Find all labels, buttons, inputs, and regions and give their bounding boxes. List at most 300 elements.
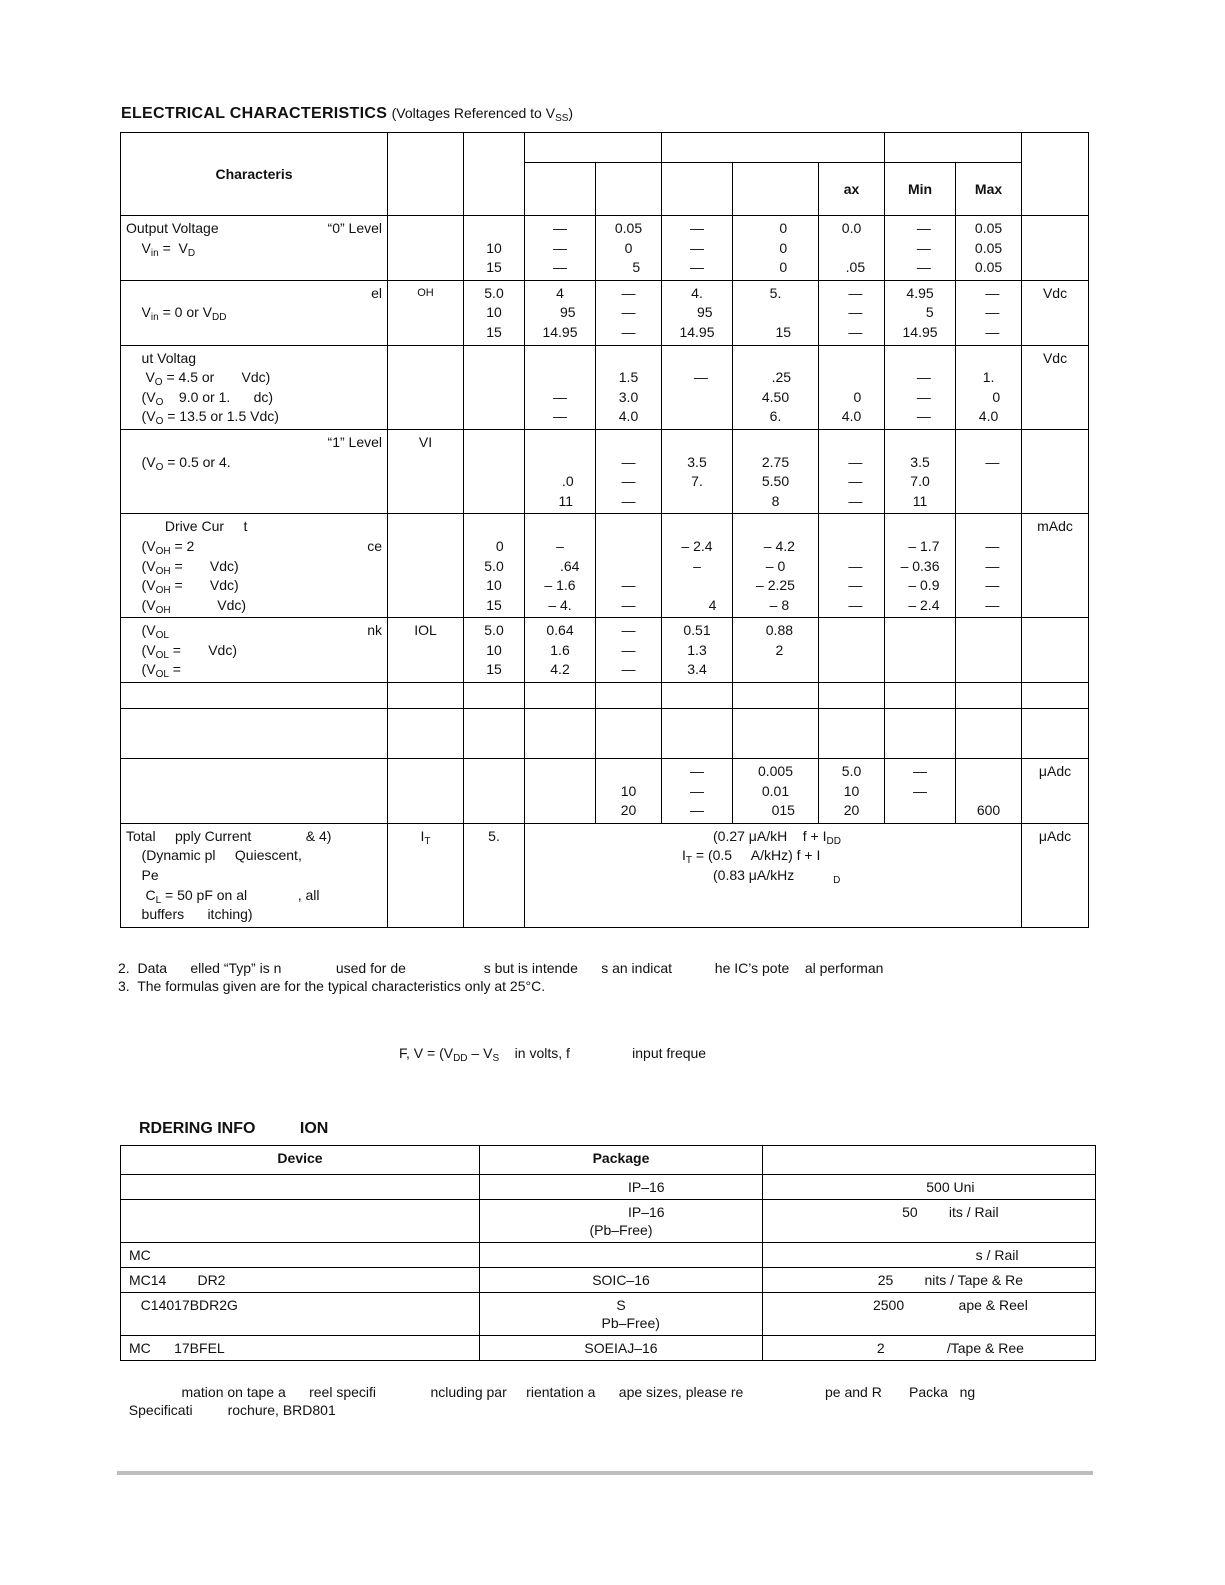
ec-vdd-line: [469, 368, 519, 388]
ec-value-c1-line: [530, 517, 590, 537]
ec-value-c4-line: [738, 517, 813, 537]
ec-blank-cell: [819, 683, 885, 709]
ec-row: [121, 280, 1089, 345]
ec-value-c3-line: [667, 517, 727, 537]
ec-value-c7-line: [961, 349, 1016, 369]
ec-value-c7-line: —: [977, 284, 1000, 301]
ec-leakage-c7-line: 600: [976, 802, 1001, 819]
ec-unit: [1022, 618, 1089, 683]
ec-characteristic-level: ce: [367, 537, 382, 554]
ec-vdd-line: 15: [486, 596, 502, 613]
ec-characteristic-text: ($V_O = 13.5$ or 1.5 Vdc): [126, 408, 279, 428]
ec-vdd-line: [469, 388, 519, 408]
ec-value-c1-line: 4: [556, 284, 564, 301]
ec-total-characteristic-line: (Dynamic pl Quiescent,: [126, 847, 302, 864]
ec-value-c4: [733, 618, 819, 683]
ec-leakage-c7: [956, 759, 1022, 824]
ec-row: [121, 216, 1089, 281]
ec-blank-cell: [1022, 709, 1089, 759]
section-title-bold: ELECTRICAL CHARACTERISTICS: [121, 105, 388, 122]
ec-value-c5-line: 0.0: [841, 220, 862, 236]
ec-value-c6-line: – 0.9: [900, 577, 940, 594]
ec-value-c4-line: – 2.25: [756, 577, 795, 594]
ec-value-c5-line: [824, 517, 879, 537]
ec-unit: [1022, 345, 1089, 429]
ordering-package-line: IP–16: [577, 1179, 665, 1195]
ec-value-c6-line: 5: [906, 304, 934, 321]
ec-leakage-c4: [733, 759, 819, 824]
ec-characteristic-line: [126, 576, 382, 596]
ec-header-unit: [1022, 133, 1089, 216]
ordering-info-table: [120, 1145, 1096, 1361]
ec-value-c7-line: —: [977, 453, 1000, 470]
ec-value-c3-line: 1.3: [687, 641, 707, 658]
ec-value-c5: [819, 618, 885, 683]
ordering-device: [121, 1293, 480, 1336]
ec-leakage-c6-line: —: [913, 763, 928, 780]
ordering-device: [121, 1175, 480, 1200]
ec-value-c5-line: —: [840, 557, 863, 574]
ec-value-c5-line: [824, 537, 879, 557]
ec-total-characteristic-line: Total pply Current & 4): [126, 827, 332, 844]
ordering-footnote-line-1: mation on tape a reel specifi ncluding par rientation a ape sizes, please re pe and R Packa ng: [127, 1384, 976, 1400]
ec-value-c3-line: 14.95: [679, 323, 715, 340]
ec-vdd-line: [469, 453, 519, 473]
ec-value-c2-line: —: [621, 622, 636, 639]
ec-blank-cell: [596, 683, 662, 709]
ec-value-c7-line: 0.05: [974, 259, 1003, 276]
ec-value-c5: [819, 345, 885, 429]
ec-value-c3: [662, 618, 733, 683]
ec-value-c6-line: —: [909, 220, 931, 236]
ec-characteristic: [121, 514, 388, 618]
ec-value-c6-line: [890, 349, 950, 369]
ordering-device-line: C14017BDR2G: [129, 1297, 238, 1313]
ec-formula-line-1: (0.27 μA/kH $f + I_{DD}$: [713, 827, 841, 847]
ec-characteristic-line: [126, 453, 382, 473]
ordering-device-line: MC: [129, 1247, 151, 1263]
ec-value-c3: [662, 429, 733, 513]
ec-value-c4-line: .25: [759, 369, 792, 386]
ec-value-c6-line: – 0.36: [900, 557, 940, 574]
ec-vdd: [464, 280, 525, 345]
ec-characteristic-level: “0” Level: [327, 220, 382, 236]
ec-leakage-empty: [464, 759, 525, 824]
ec-value-c4-line: 0: [763, 239, 788, 256]
ec-vdd: [464, 345, 525, 429]
ec-symbol: OH: [388, 280, 464, 345]
ec-value-c1: [525, 514, 596, 618]
ec-characteristic-text: ($V_{OH}$ = Vdc): [126, 577, 239, 597]
ec-characteristic-text: ut Voltag: [126, 349, 197, 366]
ec-value-c3-line: [667, 433, 727, 453]
ec-value-c2-line: —: [621, 473, 636, 490]
ec-value-c4-line: 2: [767, 641, 784, 658]
ec-blank-cell: [956, 709, 1022, 759]
ec-value-c6-line: [890, 517, 950, 537]
ordering-row: [121, 1336, 1096, 1361]
ec-leakage-c4-line: 0.005: [757, 763, 794, 780]
ec-value-c5-line: .05: [837, 259, 866, 276]
ec-value-c1-line: [530, 349, 590, 369]
ordering-package: [480, 1200, 763, 1243]
ec-value-c6: [885, 280, 956, 345]
ec-total-characteristic-line: Pe: [126, 867, 159, 884]
ec-leakage-c2-line: [601, 762, 656, 782]
ec-value-c7-line: [961, 621, 1016, 641]
ec-vdd-line: 5.0: [484, 557, 504, 574]
ec-blank-cell: [596, 709, 662, 759]
note-formula: F, $V = (V_{DD} - V_S$ in volts, f input freque: [399, 1045, 707, 1064]
ec-characteristic-text: $V_O = 4.5$ or Vdc): [126, 369, 271, 389]
ec-value-c4-line: 15: [759, 323, 792, 340]
ec-value-c2-line: —: [621, 661, 636, 678]
ec-vdd-line: [469, 219, 519, 239]
ec-value-c1-line: —: [553, 259, 567, 276]
ec-blank-cell: [464, 683, 525, 709]
ordering-shipping-line: 2 /Tape & Ree: [834, 1340, 1024, 1356]
ec-blank-cell: [525, 709, 596, 759]
ec-characteristic-line: [126, 239, 382, 259]
ec-blank-row: [121, 683, 1089, 709]
ec-value-c1-line: – 4.: [548, 596, 572, 613]
ec-vdd-line: [469, 433, 519, 453]
ec-leakage-c5-line: 5.0: [841, 763, 862, 780]
ec-value-c7-line: —: [977, 557, 1000, 574]
ec-value-c5: [819, 216, 885, 281]
section-title-paren: (Voltages Referenced to $V_{SS}$): [391, 105, 574, 124]
ec-value-c7-line: [961, 472, 1016, 492]
ordering-shipping: [763, 1200, 1096, 1243]
ec-vdd: [464, 429, 525, 513]
ec-unit: [1022, 280, 1089, 345]
ec-header-sub-4: [733, 163, 819, 216]
footer-rule: [117, 1471, 1093, 1475]
ordering-row: [121, 1243, 1096, 1268]
ec-value-c3-line: 4.: [691, 284, 703, 301]
ec-value-c1-line: 11: [546, 492, 574, 509]
ec-leakage-c2-line: 10: [620, 782, 637, 799]
ec-value-c1-line: —: [553, 239, 567, 256]
ec-value-c5-line: —: [840, 323, 863, 340]
ec-value-c1-line: 0.64: [546, 622, 574, 639]
ec-value-c2-line: —: [621, 641, 636, 658]
ec-value-c6-line: 11: [912, 492, 928, 509]
ec-value-c5-line: —: [840, 284, 863, 301]
ec-value-c7: [956, 429, 1022, 513]
ec-value-c3-line: —: [690, 220, 704, 236]
ec-value-c5-line: 0: [841, 388, 862, 405]
ec-leakage-c2: [596, 759, 662, 824]
ec-leakage-row: [121, 759, 1089, 824]
ec-value-c1-line: [530, 453, 590, 473]
ec-value-c6-line: [890, 641, 950, 661]
ordering-package: [480, 1268, 763, 1293]
ec-value-c7-line: 0.05: [974, 239, 1003, 256]
ec-value-c1: [525, 618, 596, 683]
ec-characteristic: [121, 345, 388, 429]
ec-characteristic-line: [126, 433, 382, 453]
ec-vdd-line: 10: [486, 304, 502, 321]
ec-vdd-line: [469, 492, 519, 512]
ec-formula-line-2: $I_T = (0.5$ A/kHz) f + I: [682, 847, 821, 867]
ec-vdd-line: 5.0: [484, 622, 504, 639]
ec-leakage-c3-line: —: [690, 782, 704, 799]
ordering-shipping-line: 500 Uni: [883, 1179, 975, 1195]
ec-value-c7: [956, 514, 1022, 618]
ec-value-c3-line: [667, 388, 727, 408]
ec-blank-cell: [819, 709, 885, 759]
ec-value-c6: [885, 618, 956, 683]
ec-vdd-line: 10: [486, 239, 502, 256]
ec-characteristic: [121, 216, 388, 281]
ec-leakage-c3-line: —: [690, 763, 704, 780]
ec-value-c2-line: —: [621, 596, 636, 613]
ec-unit-line: [1027, 219, 1083, 239]
ec-characteristic-line: [126, 368, 382, 388]
ec-value-c7-line: 0.05: [974, 220, 1003, 236]
ec-leakage-c5-line: 10: [843, 782, 860, 799]
ec-value-c7: [956, 216, 1022, 281]
ec-value-c5-line: [824, 621, 879, 641]
ec-symbol: [388, 216, 464, 281]
ec-vdd-line: 15: [486, 661, 502, 678]
ec-characteristic-level: nk: [367, 622, 382, 639]
ec-value-c5-line: —: [840, 473, 863, 490]
ec-value-c6: [885, 429, 956, 513]
ordering-header-package: Package: [480, 1146, 763, 1175]
ec-value-c2: [596, 280, 662, 345]
ec-characteristic-text: ($V_{OH}$ Vdc): [126, 596, 247, 616]
ordering-package-line: SOEIAJ–16: [584, 1340, 658, 1356]
ec-value-c4-line: 5.: [769, 284, 782, 301]
ec-value-c4: [733, 429, 819, 513]
ordering-device-line: MC14 DR2: [129, 1272, 226, 1288]
ec-value-c3-line: [667, 407, 727, 427]
ec-vdd-line: [469, 472, 519, 492]
ec-characteristic-text: ($V_{OH}$ = Vdc): [126, 557, 239, 577]
ec-value-c2-line: —: [621, 323, 636, 340]
ec-value-c6-line: —: [909, 239, 931, 256]
ec-value-c4-line: 0: [763, 259, 788, 276]
ec-value-c5-line: —: [840, 304, 863, 321]
ec-characteristic-level: “1” Level: [327, 433, 382, 450]
ec-value-c1-line: [530, 433, 590, 453]
ec-value-c2-line: 1.5: [618, 369, 639, 386]
ec-leakage-c7-line: [961, 762, 1016, 782]
ordering-package-line: Pb–Free): [582, 1315, 660, 1331]
ec-value-c1-line: [530, 368, 590, 388]
ec-value-c3-line: 7.: [691, 473, 703, 490]
ordering-row: [121, 1200, 1096, 1243]
ec-blank-cell: [388, 709, 464, 759]
ec-value-c3: [662, 216, 733, 281]
ordering-header-row: [121, 1146, 1096, 1175]
ec-value-c1-line: .0: [546, 473, 574, 490]
ordering-shipping: [763, 1336, 1096, 1361]
ec-value-c6: [885, 345, 956, 429]
ec-value-c5-line: [824, 368, 879, 388]
ec-blank-cell: [885, 709, 956, 759]
ec-value-c3-line: 4: [677, 596, 717, 613]
ec-characteristic-text: ($V_{OL}$: [126, 622, 169, 642]
ec-value-c3-line: [667, 576, 727, 596]
ec-value-c5-line: [824, 641, 879, 661]
ordering-footnote-line-2: Specificati rochure, BRD801: [121, 1402, 336, 1418]
ec-formula-line-3: (0.83 μA/kHz $_D$: [713, 867, 841, 887]
ec-characteristic-line: [126, 596, 382, 616]
ec-value-c6-line: [890, 621, 950, 641]
ec-value-c1-line: 14.95: [542, 323, 578, 340]
ec-value-c7-line: —: [977, 304, 1000, 321]
ec-value-c3-line: 95: [681, 304, 713, 321]
ec-value-c3-line: [667, 349, 727, 369]
ec-value-c2-line: 0.05: [614, 220, 643, 236]
ec-leakage-c2-line: 20: [620, 802, 637, 819]
ec-value-c1-line: – 1.6: [544, 577, 576, 594]
ec-value-c7-line: —: [977, 323, 1000, 340]
ordering-package-line: S: [616, 1297, 626, 1313]
ec-unit-line: [1027, 621, 1083, 641]
ec-value-c3-line: —: [690, 239, 704, 256]
ec-value-c5-line: —: [840, 577, 863, 594]
ec-value-c7-line: —: [977, 596, 1000, 613]
ec-value-c7: [956, 345, 1022, 429]
ec-row: [121, 514, 1089, 618]
ec-value-c7-line: [961, 517, 1016, 537]
ec-unit: [1022, 514, 1089, 618]
ec-characteristic-line: [126, 323, 382, 343]
ec-vdd-line: [469, 407, 519, 427]
ec-leakage-empty: [525, 759, 596, 824]
ec-characteristic-text: Drive Cur t: [126, 518, 248, 535]
ec-header-symbol: [388, 133, 464, 216]
ec-value-c4-line: – 0: [765, 557, 786, 574]
ec-value-c5-line: [824, 660, 879, 680]
ec-value-c1: [525, 216, 596, 281]
ec-value-c3: [662, 280, 733, 345]
ec-characteristic-line: [126, 641, 382, 661]
ec-characteristic-level: el: [371, 284, 382, 301]
ec-header-ax: ax: [819, 163, 885, 216]
ordering-header-device: Device: [121, 1146, 480, 1175]
ordering-title: RDERING INFO ION: [139, 1120, 329, 1137]
ec-value-c5-line: —: [840, 453, 863, 470]
ec-value-c7-line: [961, 641, 1016, 661]
ec-leakage-c6: [885, 759, 956, 824]
ec-value-c6-line: —: [909, 259, 931, 276]
ec-value-c4-line: 2.75: [761, 453, 790, 470]
ec-characteristic-text: ($V_O = 0.5$ or 4.: [126, 453, 231, 473]
ec-vdd-line: 10: [486, 641, 502, 658]
ordering-shipping-line: s / Rail: [839, 1247, 1019, 1263]
ec-value-c7-line: —: [977, 577, 1000, 594]
ec-value-c5-line: [824, 349, 879, 369]
ordering-device: [121, 1243, 480, 1268]
ec-value-c4-line: 0: [763, 220, 788, 236]
ec-value-c1-line: —: [553, 388, 567, 405]
ec-header-row-1: [121, 133, 1089, 163]
ec-value-c2: [596, 345, 662, 429]
ec-vdd-line: 0: [484, 537, 504, 554]
ec-total-formula: [525, 823, 1022, 927]
ordering-package: [480, 1293, 763, 1336]
ec-value-c6-line: [890, 433, 950, 453]
ec-unit-line: Vdc: [1042, 349, 1068, 366]
ec-value-c5-line: —: [840, 492, 863, 509]
ec-value-c2-line: 4.0: [618, 408, 639, 425]
ec-value-c7-line: —: [977, 537, 1000, 554]
ec-characteristic-text: $V_{in} = V_D$: [126, 239, 196, 259]
ec-value-c1-line: 95: [544, 304, 576, 321]
ec-characteristic-line: [126, 621, 382, 641]
ec-blank-cell: [121, 709, 388, 759]
ec-characteristic: [121, 618, 388, 683]
ec-blank-cell: [733, 683, 819, 709]
ec-vdd-line: [469, 517, 519, 537]
ec-vdd-line: 10: [486, 577, 502, 594]
ordering-shipping: [763, 1243, 1096, 1268]
ec-value-c4: [733, 514, 819, 618]
ec-characteristic-text: ($V_{OH} = 2$: [126, 537, 195, 557]
ec-value-c4-line: 0.88: [757, 622, 794, 639]
ec-value-c4-line: 5.50: [761, 473, 790, 490]
ec-characteristic-line: [126, 258, 382, 278]
ec-leakage-c7-line: [961, 782, 1016, 802]
ec-characteristic-line: [126, 660, 382, 680]
ec-row: [121, 429, 1089, 513]
ec-value-c2-line: [601, 557, 656, 577]
ec-blank-cell: [525, 683, 596, 709]
ec-value-c4-line: 6.: [769, 408, 782, 425]
ec-characteristic: [121, 429, 388, 513]
ec-value-c5: [819, 514, 885, 618]
ec-value-c2-line: —: [621, 577, 636, 594]
ec-characteristic-text: ($V_{OL}$ =: [126, 661, 181, 681]
ec-value-c3: [662, 514, 733, 618]
ec-characteristic-text: Output Voltage: [126, 220, 219, 236]
ec-value-c6-line: —: [909, 388, 931, 405]
ec-value-c7-line: 1.: [982, 369, 995, 386]
ec-total-characteristic-line: $C_L = 50$ pF on al , all: [126, 886, 320, 906]
ordering-shipping: [763, 1175, 1096, 1200]
ec-characteristic-line: [126, 407, 382, 427]
ec-value-c2: [596, 514, 662, 618]
ec-value-c5-line: [824, 239, 879, 259]
ec-value-c1-line: –: [556, 537, 564, 554]
ordering-row: [121, 1268, 1096, 1293]
ec-value-c3-line: [667, 492, 727, 512]
ec-leakage-c3: [662, 759, 733, 824]
ec-value-c6-line: 7.0: [910, 473, 930, 490]
ec-value-c3: [662, 345, 733, 429]
ordering-shipping-line: 50 its / Rail: [859, 1204, 999, 1220]
ec-value-c2: [596, 216, 662, 281]
ec-value-c5-line: —: [840, 596, 863, 613]
ec-value-c1-line: .64: [540, 557, 580, 574]
ec-vdd: [464, 216, 525, 281]
ec-blank-cell: [662, 683, 733, 709]
ec-header-sub-1: [525, 163, 596, 216]
ordering-header-shipping: [763, 1146, 1096, 1175]
ec-value-c4-line: [738, 303, 813, 323]
ec-leakage-empty: [121, 759, 388, 824]
ec-value-c1-line: —: [553, 220, 567, 236]
ec-value-c7-line: 0: [976, 388, 1001, 405]
ec-unit-line: [1027, 433, 1083, 453]
ordering-device: [121, 1268, 480, 1293]
ec-value-c6-line: – 2.4: [900, 596, 940, 613]
